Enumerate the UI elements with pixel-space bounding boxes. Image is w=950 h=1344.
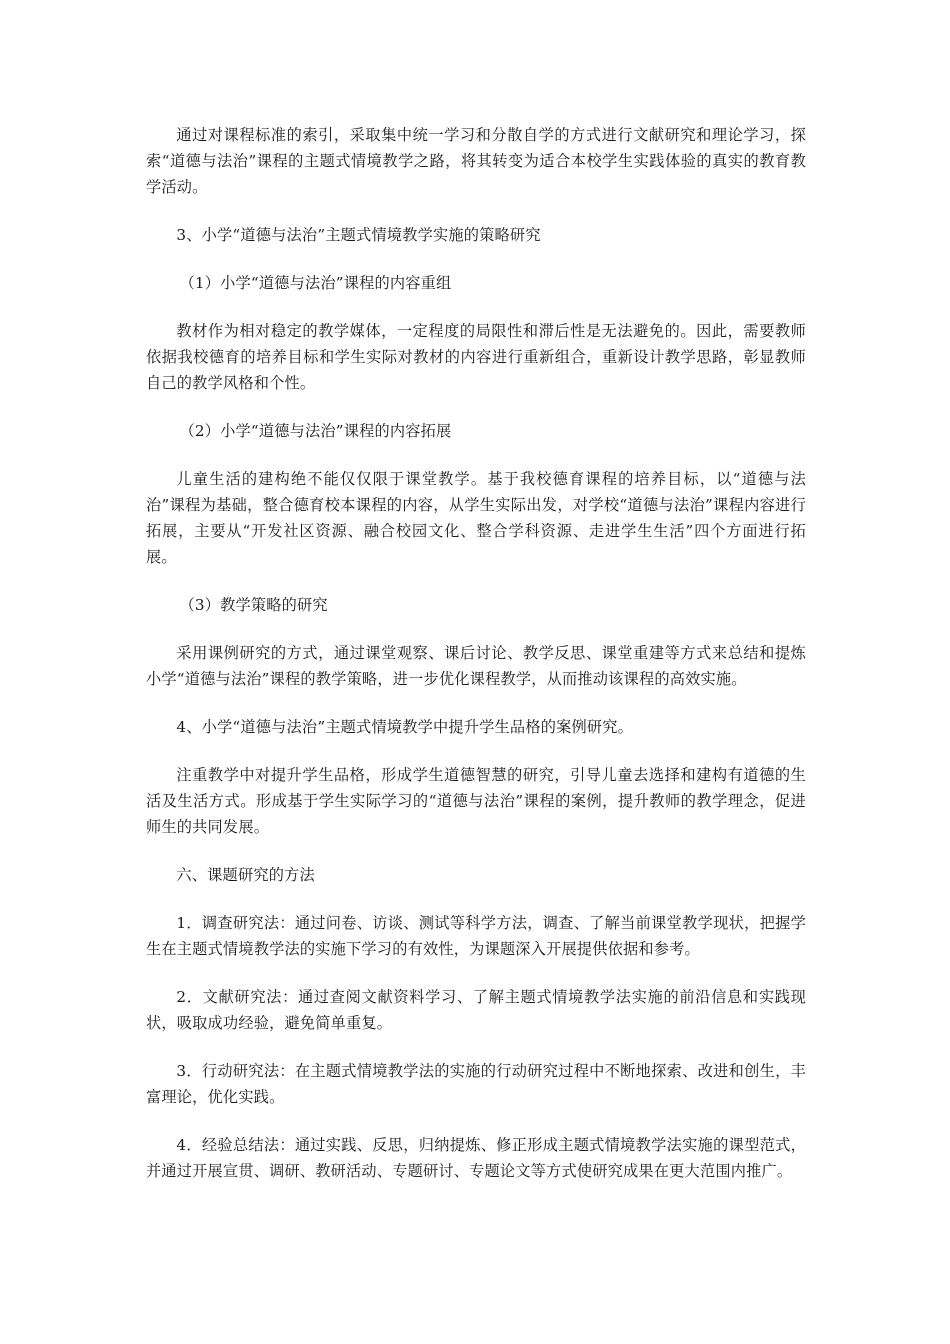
paragraph-teaching-strategy: 采用课例研究的方式，通过课堂观察、课后讨论、教学反思、课堂重建等方式来总结和提炼小学“道德与法治”课程的教学策略，进一步优化课程教学，从而推动该课程的高效实施。 [146, 644, 806, 688]
subheading-content-reorganization: （1）小学“道德与法治”课程的内容重组 [179, 274, 452, 292]
section-heading-case-study: 4、小学“道德与法治”主题式情境教学中提升学生品格的案例研究。 [176, 718, 634, 736]
subheading-teaching-strategy: （3）教学策略的研究 [179, 596, 328, 614]
method-item-action: 3．行动研究法：在主题式情境教学法的实施的行动研究过程中不断地探索、改进和创生，丰富理论，优化实践。 [146, 1062, 806, 1106]
method-item-survey: 1．调查研究法：通过问卷、访谈、测试等科学方法，调查、了解当前课堂教学现状，把握学生在主题式情境教学法的实施下学习的有效性，为课题深入开展提供依据和参考。 [146, 914, 806, 958]
paragraph-content-reorganization: 教材作为相对稳定的教学媒体，一定程度的局限性和滞后性是无法避免的。因此，需要教师依据我校德育的培养目标和学生实际对教材的内容进行重新组合，重新设计教学思路，彰显教师自己的教学风格和个性。 [146, 322, 806, 392]
paragraph-case-study: 注重教学中对提升学生品格，形成学生道德智慧的研究，引导儿童去选择和建构有道德的生活及生活方式。形成基于学生实际学习的“道德与法治”课程的案例，提升教师的教学理念，促进师生的共同发展。 [146, 766, 806, 836]
paragraph-literature-study: 通过对课程标准的索引，采取集中统一学习和分散自学的方式进行文献研究和理论学习，探索“道德与法治”课程的主题式情境教学之路，将其转变为适合本校学生实践体验的真实的教育教学活动。 [146, 126, 806, 196]
section-heading-strategy-research: 3、小学“道德与法治”主题式情境教学实施的策略研究 [176, 226, 541, 244]
document-page [146, 122, 806, 1206]
method-item-literature: 2．文献研究法：通过查阅文献资料学习、了解主题式情境教学法实施的前沿信息和实践现状，吸取成功经验，避免简单重复。 [146, 988, 806, 1032]
paragraph-content-expansion: 儿童生活的建构绝不能仅仅限于课堂教学。基于我校德育课程的培养目标，以“道德与法治”课程为基础，整合德育校本课程的内容，从学生实际出发，对学校“道德与法治”课程内容进行拓展，主要从“开发社区资源、融合校园文化、整合学科资源、走进学生生活”四个方面进行拓展。 [146, 470, 806, 566]
method-item-experience: 4．经验总结法：通过实践、反思，归纳提炼、修正形成主题式情境教学法实施的课型范式，并通过开展宣贯、调研、教研活动、专题研讨、专题论文等方式使研究成果在更大范围内推广。 [146, 1136, 806, 1180]
section-heading-research-methods: 六、课题研究的方法 [176, 866, 315, 884]
subheading-content-expansion: （2）小学“道德与法治”课程的内容拓展 [179, 422, 452, 440]
